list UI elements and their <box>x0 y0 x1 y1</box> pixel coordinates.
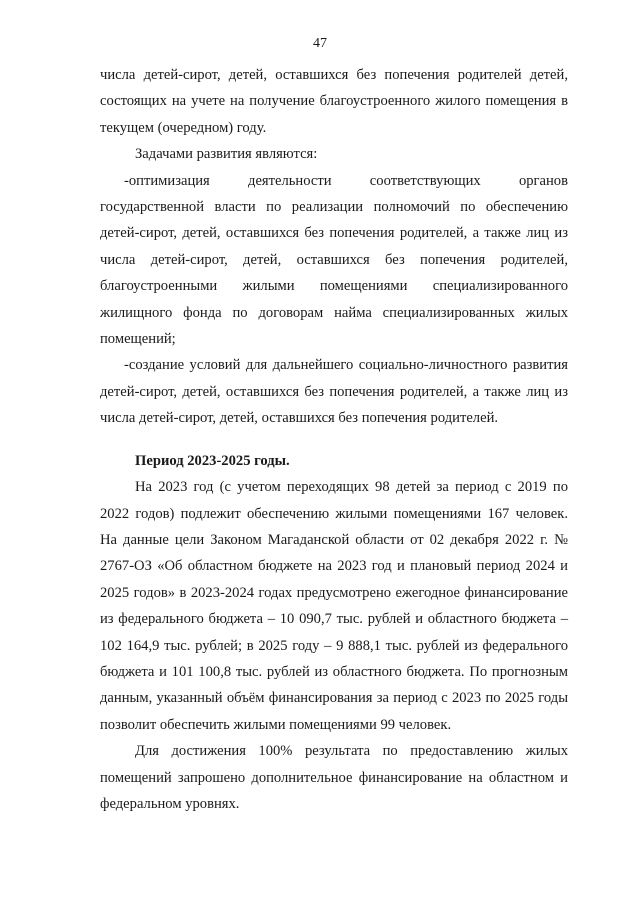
page-number: 47 <box>313 36 327 51</box>
document-body <box>100 62 568 817</box>
paragraph-additional-funding: Для достижения 100% результата по предоставлению жилых помещений запрошено дополнительное финансирование на областном и федеральном уровнях. <box>100 743 568 812</box>
list-item-conditions: -создание условий для дальнейшего социально-личностного развития детей-сирот, детей, оставшихся без попечения родителей, а также лиц из числа детей-сирот, детей, оставшихся без попечения родителей. <box>100 357 568 427</box>
section-heading: Период 2023-2025 годы. <box>135 452 290 469</box>
paragraph-funding: На 2023 год (с учетом переходящих 98 детей за период с 2019 по 2022 годов) подлежит обеспечению жилыми помещениями 167 человек. На данные цели Законом Магаданской области от 02 декабря 2022 г. № 2767-ОЗ «Об областном бюджете на 2023 год и плановый период 2024 и 2025 годов» в 2023-2024 годах предусмотрено ежегодное финансирование из федерального бюджета – 10 090,7 тыс. рублей и областного бюджета – 102 164,9 тыс. рублей; в 2025 году – 9 888,1 тыс. рублей из федерального бюджета и 101 100,8 тыс. рублей из областного бюджета. По прогнозным данным, указанный объём финансирования за период с 2023 по 2025 годы позволит обеспечить жилыми помещениями 99 человек. <box>100 479 568 733</box>
paragraph-continuation: числа детей-сирот, детей, оставшихся без попечения родителей детей, состоящих на учете на получение благоустроенного жилого помещения в текущем (очередном) году. <box>100 67 568 136</box>
paragraph-tasks-intro: Задачами развития являются: <box>135 146 318 163</box>
list-item-optimization: -оптимизация деятельности соответствующих органов государственной власти по реализации полномочий по обеспечению детей-сирот, детей, оставшихся без попечения родителей, а также лиц из числа детей-сирот, детей, оставшихся без попечения родителей, благоустроенными жилыми помещениями специализированного жилищного фонда по договорам найма специализированных жилых помещений; <box>100 172 568 348</box>
